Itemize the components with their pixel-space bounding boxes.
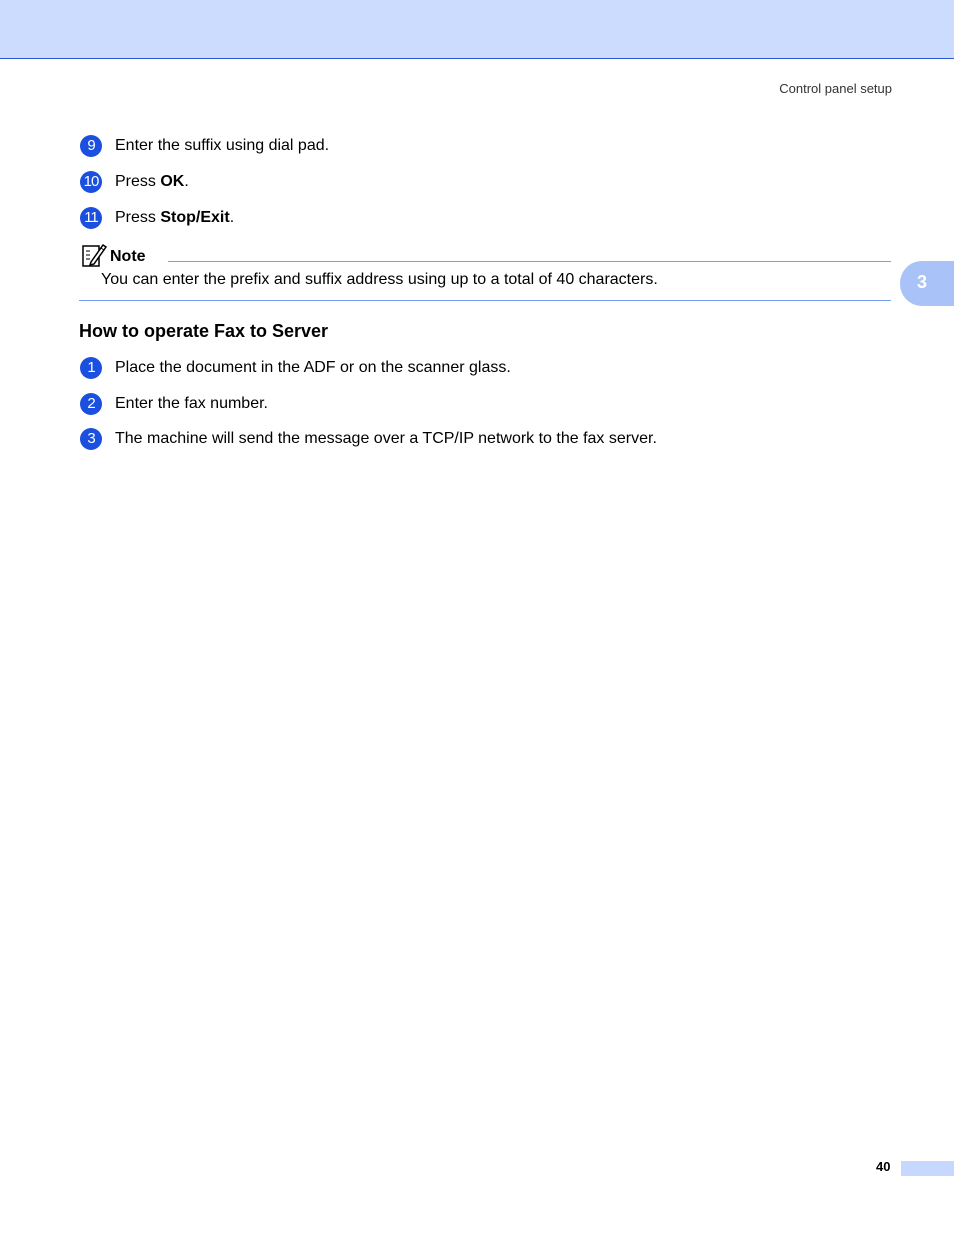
step-number-badge: 10 [80,171,102,193]
page-number-tab [901,1161,954,1176]
button-name-ok: OK [160,173,185,190]
step-number-badge: 1 [80,357,102,379]
step-text: Enter the suffix using dial pad. [115,137,330,154]
step-number-badge: 3 [80,428,102,450]
note-pencil-icon [81,242,107,268]
section-heading: How to operate Fax to Server [79,321,329,341]
chapter-tab [900,261,954,306]
step-text: The machine will send the message over a TCP/IP network to the fax server. [115,430,657,447]
step-number-badge: 2 [80,393,102,415]
step-number-badge: 11 [80,207,102,229]
step-number-badge: 9 [80,135,102,157]
step-text [115,173,189,191]
note-divider-bottom [79,300,891,301]
step-text-suffix: . [229,209,235,226]
note-label: Note [110,248,146,265]
step-text: Enter the fax number. [115,395,268,412]
running-header: Control panel setup [779,81,892,96]
step-text-prefix: Press [115,173,161,190]
note-divider-top [168,261,891,262]
step-text: Place the document in the ADF or on the scanner glass. [115,359,511,376]
step-text-suffix: . [184,173,189,190]
step-text-prefix: Press [115,209,161,226]
page-number: 40 [876,1159,891,1174]
note-text: You can enter the prefix and suffix address using up to a total of 40 characters. [101,271,658,288]
header-band [0,0,954,59]
chapter-number: 3 [917,272,928,292]
button-name-stop-exit: Stop/Exit [160,209,230,226]
step-text [115,209,234,227]
